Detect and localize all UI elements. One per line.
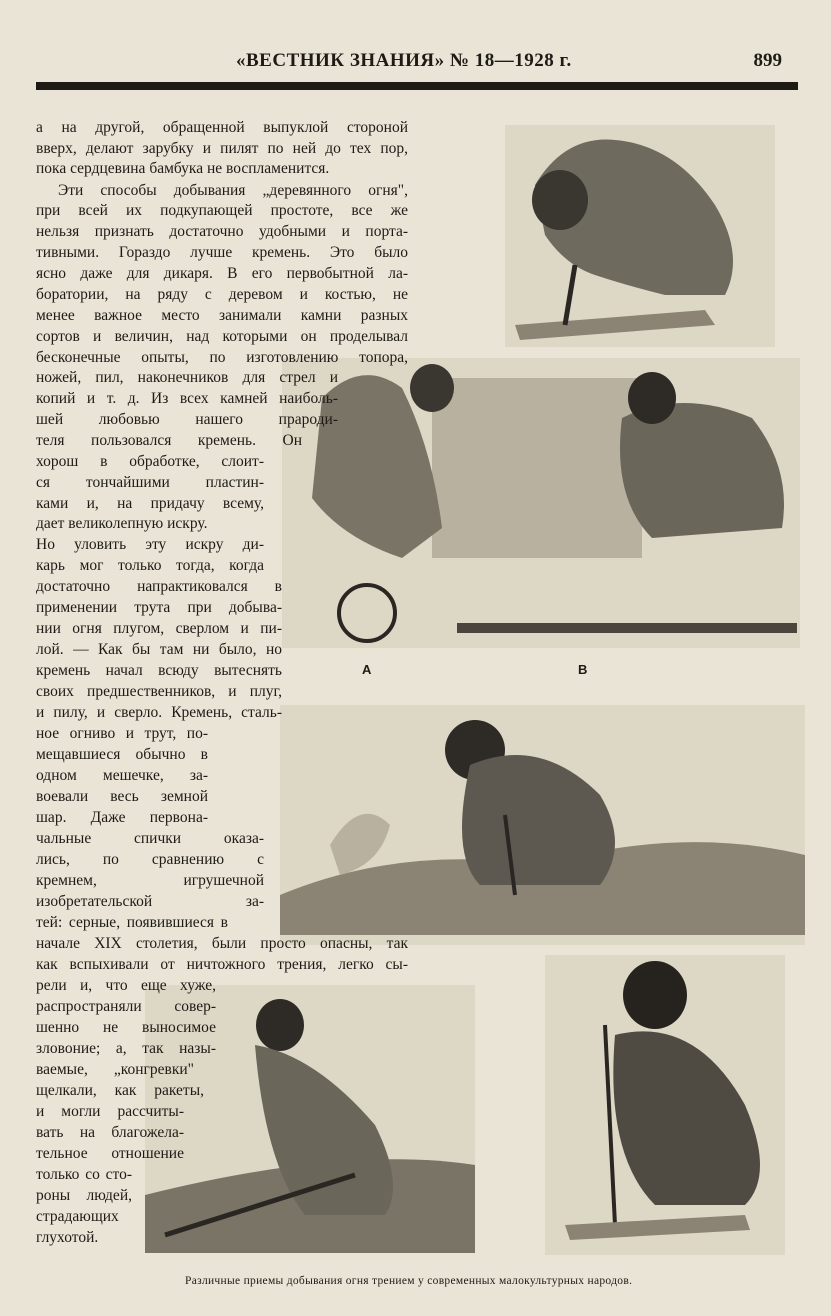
text-line: щелкали, как ракеты, [36, 1082, 204, 1099]
text-line: глухотой. [36, 1229, 99, 1246]
text-line: ся тончайшими пластин- [36, 474, 264, 491]
text-line: при всей их подкупающей простоте, все же [36, 202, 408, 219]
text-line: нельзя признать достаточно удобными и порта- [36, 223, 408, 240]
text-line: мещавшиеся обычно в [36, 746, 208, 763]
text-line: и могли рассчиты- [36, 1103, 184, 1120]
text-line: Но уловить эту искру ди- [36, 536, 264, 553]
text-line: роны людей, [36, 1187, 132, 1204]
text-line: зловоние; а, так назы- [36, 1040, 216, 1057]
text-line: пока сердцевина бамбука не воспламенится. [36, 160, 330, 177]
text-line: и пилу, и сверло. Кремень, сталь- [36, 704, 282, 721]
text-line: менее важное место занимали камни разных [36, 307, 408, 324]
illustration-kneeling-man-stick [545, 955, 785, 1255]
text-line: воевали весь земной [36, 788, 208, 805]
text-line: тельное отношение [36, 1145, 184, 1162]
text-line: бесконечные опыты, по изготовлению топора, [36, 349, 408, 366]
text-line: карь мог только тогда, когда [36, 557, 264, 574]
text-line: а на другой, обращенной выпуклой стороной [36, 119, 408, 136]
header-rule [36, 82, 798, 90]
text-line: ножей, пил, наконечников для стрел и [36, 369, 338, 386]
text-line: вать на благожела- [36, 1124, 184, 1141]
illustration-man-drilling-grass [280, 705, 805, 945]
figure-caption: Различные приемы добывания огня трением у современных малокультурных народов. [185, 1275, 633, 1287]
text-line: тей: серные, появившиеся в [36, 914, 228, 931]
text-line: хорош в обработке, слоит- [36, 453, 264, 470]
text-line: вверх, делают зарубку и пилят по ней до тех пор, [36, 140, 408, 157]
text-line: ное огниво и трут, по- [36, 725, 208, 742]
text-line: Эти способы добывания „деревянного огня", [58, 182, 408, 199]
text-line: чальные спички оказа- [36, 830, 264, 847]
text-line: сортов и величин, над которыми он проделывал [36, 328, 408, 345]
text-line: шенно не выносимое [36, 1019, 216, 1036]
text-line: боратории, на ряду с деревом и костью, не [36, 286, 408, 303]
text-line: нии огня плугом, сверлом и пи- [36, 620, 282, 637]
text-line: лись, по сравнению с [36, 851, 264, 868]
page-header [36, 50, 798, 90]
text-line: только со сто- [36, 1166, 132, 1183]
text-line: рели и, что еще хуже, [36, 977, 216, 994]
label-b: B [578, 662, 588, 677]
text-line: дает великолепную искру. [36, 515, 208, 532]
text-line: кремнем, игрушечной [36, 872, 264, 889]
text-line: лой. — Как бы там ни было, но [36, 641, 282, 658]
text-line: применении трута при добыва- [36, 599, 282, 616]
text-line: копий и т. д. Из всех камней наиболь- [36, 390, 338, 407]
text-line: достаточно напрактиковался в [36, 578, 282, 595]
text-line: изобретательской за- [36, 893, 264, 910]
text-line: шар. Даже первона- [36, 809, 208, 826]
text-line: одном мешечке, за- [36, 767, 208, 784]
text-line: распространяли совер- [36, 998, 216, 1015]
text-line: как вспыхивали от ничтожного трения, легко сы- [36, 956, 408, 973]
illustration-two-men-bamboo [282, 358, 800, 648]
text-line: страдающих [36, 1208, 119, 1225]
text-line: ваемые, „конгревки" [36, 1061, 194, 1078]
page-number: 899 [753, 50, 782, 71]
journal-title: «ВЕСТНИК ЗНАНИЯ» № 18—1928 г. [236, 50, 572, 71]
text-line: своих предшественников, и плуг, [36, 683, 282, 700]
text-line: ясно даже для дикаря. В его первобытной ла- [36, 265, 408, 282]
text-line: теля пользовался кремень. Он [36, 432, 302, 449]
text-line: кремень начал всюду вытеснять [36, 662, 282, 679]
illustration-kneeling-man-plough [505, 125, 775, 347]
text-line: шей любовью нашего прароди- [36, 411, 338, 428]
text-line: тивными. Гораздо лучше кремень. Это было [36, 244, 408, 261]
text-line: начале XIX столетия, были просто опасны, так [36, 935, 408, 952]
label-a: A [362, 662, 372, 677]
text-line: ками и, на придачу всему, [36, 495, 264, 512]
